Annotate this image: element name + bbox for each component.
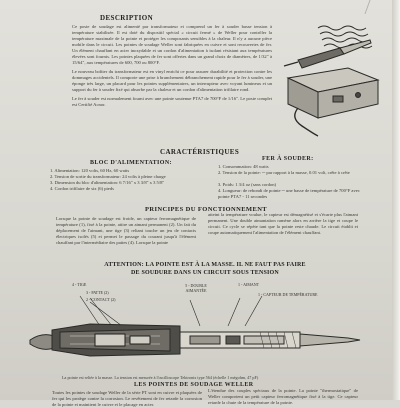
contacts — [95, 334, 150, 346]
iron-tip — [300, 334, 360, 346]
iron-spec-item: 3. Poids: 1 3/4 oz (sans cordon) — [218, 182, 277, 187]
iron-spec-item: 2. Tension de la pointe: ─ par rapport à la masse, 0.01 volt, crête à crête — [218, 170, 350, 175]
warning-line-2: DE SOUDURE DANS UN CIRCUIT SOUS TENSION — [131, 270, 279, 276]
label-aimant: 1 - AIMANT — [238, 282, 260, 287]
power-block-item: 1. Alimentation: 120 volts, 60 Hz, 60 watts — [50, 168, 130, 173]
label-tige: 4 - TIGE — [72, 282, 87, 287]
power-block-item: 4. Cordon trifilaire de six (6) pieds — [50, 186, 114, 191]
iron-spec-item: 4. Longueur: de rebondi de pointe ─ une basse de température de 700°F avec pointe PTA7 - 11 secondes — [218, 188, 360, 199]
description-paragraph-3: Le fer à souder est normalement fourni avec une pointe soutenue PTA7 de 700°F de 1/16". Le poste complet est Certifié Acnor. — [72, 96, 272, 107]
description-paragraph-2: Le nouveau boîtier du transformateur est en vinyl enrichi ce pour assurer durabilité et protection contre les dommages accidentels. Il comporte une prise à branchement débranchement rapide pour le fer à souder, une éponge très large, un placard pour les pointes supplémentaires, un interrupteur avec voyant lumineux et un support du fer à souder fixé qui absorbe par la chaleur et un cordon d'alimentation trifilaire rond. — [72, 69, 272, 92]
diagram-caption: La pointe est reliée à la masse. La tension est mesurée à l'oscilloscope Tektronix type 564 (échelle 1 mégohm, 47 pF) — [62, 375, 259, 380]
description-heading: DESCRIPTION — [100, 14, 154, 22]
power-block-heading: BLOC D'ALIMENTATION: — [90, 160, 172, 166]
tips-text-right: L'étendue des couples spéciaux de la pointe. La pointe "thermostatique" de Weller comportent un petit capteur ferromagnétique fixé à la tige. Ce capteur retarde la chute de la température de la pointe. — [208, 388, 358, 405]
description-text — [72, 24, 272, 108]
page-edge — [392, 0, 400, 400]
iron-spec-item: 1. Consommation: 48 watts — [218, 164, 269, 169]
iron-spec-list — [218, 164, 368, 200]
warning-line-1: ATTENTION: LA POINTE EST À LA MASSE. IL NE FAUT PAS FAIRE — [104, 262, 306, 268]
tips-heading: LES POINTES DE SOUDAGE WELLER — [134, 382, 254, 388]
description-paragraph-1: Ce poste de soudage est alimenté par transformateur et comprend un fer à souder basse tension à température stabilisée. Il est doté du dispositif spécial « circuit fermé » de Weller pour contrôler la température maximale de la pointe et protéger les composants sensibles à la chaleur. Il n'y a aucune pièce mobile dans le circuit. Les pointes de soudage Weller sont fabriquées en cuivre et sont recouvertes de fer. Un élément chauffant en acier inoxydable et un cordon d'alimentation à isolant résistant aux températures élevées sont fournis. Les pointes plaquées de fer sont offertes dans un grand choix de diamètres, de 1/32" à 15/64", aux températures de 600, 700 ou 800°F. — [72, 24, 272, 65]
power-block-item: 3. Dimension du bloc d'alimentation: 6 7/16" x 3 3/8" x 3 5/8" — [50, 180, 165, 185]
principle-text-left: Lorsque la pointe de soudage est froide, un capteur ferromagnétique de température (1), fixé à la pointe, attire un aimant permanent (2). Un fait du déplacement de l'aimant, une tige (3) reliant touche un jeu de contacts électriques isolés (5) et permet le passage du courant jusqu'à l'élément chauffant par l'intermédiaire des pattes (4). Lorsque la pointe — [56, 216, 196, 245]
iron-barrel — [180, 332, 300, 348]
warning-banner — [60, 261, 350, 277]
soldering-station-illustration — [278, 8, 390, 140]
power-block-item: 2. Tension de sortie du transformateur: 24 volts à pleine charge — [50, 174, 166, 179]
transformer-base — [288, 68, 378, 118]
tips-text-left: Toutes les pointes de soudage Weller de la série PT sont en cuivre et plaquées de fer qui les protège contre la corrosion. Le revêtement de fer retarde la corrosion de la pointe et maintient le cuivre et le placage en acier. — [52, 390, 202, 407]
label-capteur: 1 - CAPTEUR DE TEMPÉRATURE — [258, 292, 318, 297]
cord-entry — [30, 335, 54, 350]
characteristics-heading: CARACTÉRISTIQUES — [160, 148, 240, 156]
label-double-aimantee: 5 - DOUBLE AIMANTÉE — [185, 283, 207, 293]
iron-cutaway-diagram — [30, 296, 370, 372]
label-patte: 3 - PATTE (2) — [86, 290, 109, 295]
principle-text-right: atteint la température voulue, le capteur est démagnétisé et s'écarte plus l'aimant permanent. Une double aimantation ramène alors en arrière la tige et coupe le circuit. Ce cycle se répète tant que la pointe reste chaude. Le circuit établit et coupe automatiquement l'alimentation de l'élément chauffant. — [208, 212, 358, 235]
principle-heading: PRINCIPES DU FONCTIONNEMENT — [145, 206, 268, 213]
label-contact: 2 - CONTACT (2) — [86, 297, 116, 302]
leader-lines — [80, 296, 262, 326]
power-block-list — [50, 168, 200, 192]
iron-heading: FER À SOUDER: — [262, 156, 314, 162]
